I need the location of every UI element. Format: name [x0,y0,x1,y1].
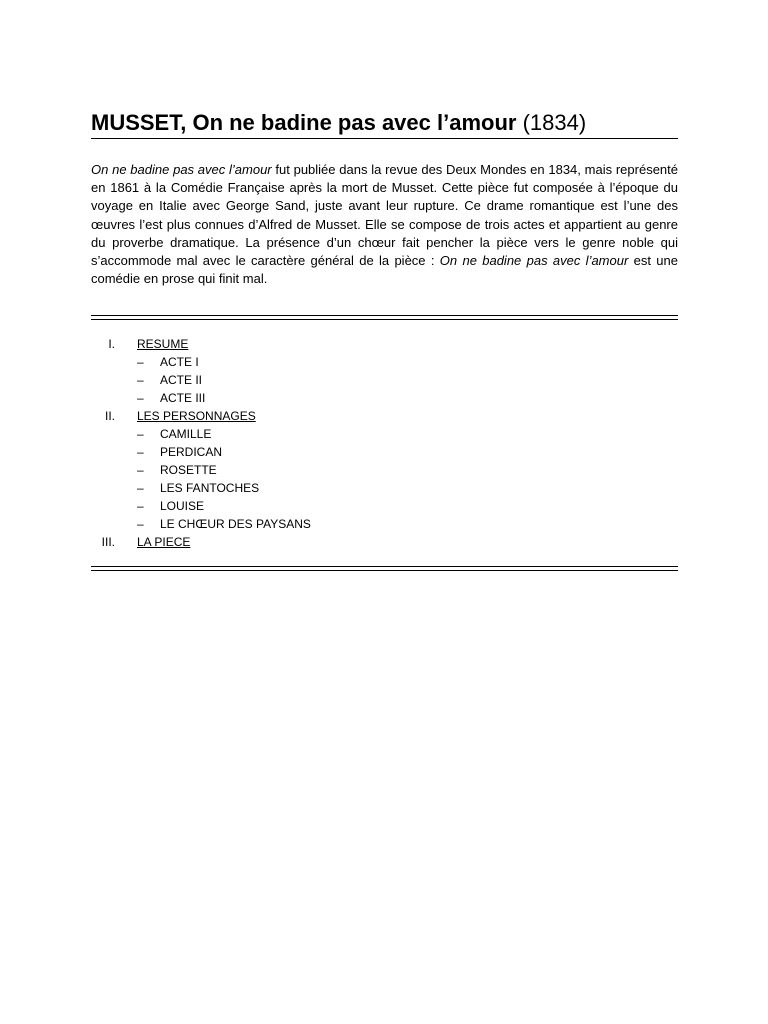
toc-section-number: I. [108,337,115,352]
dash-bullet: – [137,355,144,370]
toc-item [137,497,678,515]
toc-section-piece [91,533,678,551]
dash-bullet: – [137,445,144,460]
title-year: (1834) [522,110,587,135]
toc-section-label[interactable]: RESUME [137,337,189,352]
dash-bullet: – [137,481,144,496]
toc-top-rule [91,315,678,320]
work-title: On ne badine pas avec l’amour [91,162,272,177]
document-page [91,108,678,571]
toc-sublist [137,353,678,407]
toc-section-label[interactable]: LES PERSONNAGES [137,409,256,424]
toc-section-number: II. [104,409,115,424]
dash-bullet: – [137,499,144,514]
toc-item-label: ACTE II [160,373,203,388]
toc-bottom-rule [91,566,678,571]
table-of-contents [91,335,678,551]
toc-item-label: ROSETTE [160,463,217,478]
dash-bullet: – [137,517,144,532]
toc-section-resume [91,335,678,407]
toc-section-number: III. [101,535,115,550]
toc-item-label: ACTE III [160,391,206,406]
toc-sublist [137,425,678,533]
toc-item-label: ACTE I [160,355,199,370]
toc-item [137,479,678,497]
toc-item [137,389,678,407]
intro-paragraph [91,161,678,288]
toc-item-label: LE CHŒUR DES PAYSANS [160,517,311,532]
dash-bullet: – [137,391,144,406]
toc-item [137,443,678,461]
toc-item [137,461,678,479]
intro-text: fut publiée dans la revue des Deux Mondes en 1834, mais représenté en 1861 à la Comédie Française après la mort de Musset. Cette pièce fut composée à l’époque du voyage en Italie avec George Sand, juste avant leur rupture. Ce drame romantique est l’une des œuvres l’est plus connues d’Alfred de Musset. Elle se compose de trois actes et appartient au genre du proverbe dramatique. La présence d’un chœur fait pencher la pièce vers le genre noble qui s’accommode mal avec le caractère général de la pièce : [91,162,678,269]
toc-item [137,425,678,443]
toc-section-label[interactable]: LA PIECE [137,535,191,550]
toc-item [137,515,678,533]
toc-item-label: LES FANTOCHES [160,481,260,496]
toc-item-label: LOUISE [160,499,205,514]
document-title [91,108,678,138]
dash-bullet: – [137,373,144,388]
title-main: MUSSET, On ne badine pas avec l’amour [91,110,517,135]
intro-text-end: est une comédie en prose qui finit mal. [91,253,678,287]
toc-section-personnages [91,407,678,533]
toc-item-label: PERDICAN [160,445,223,460]
dash-bullet: – [137,427,144,442]
work-title: On ne badine pas avec l’amour [439,253,629,269]
dash-bullet: – [137,463,144,478]
toc-item [137,371,678,389]
title-underline [91,138,678,139]
toc-item [137,353,678,371]
toc-item-label: CAMILLE [160,427,212,442]
